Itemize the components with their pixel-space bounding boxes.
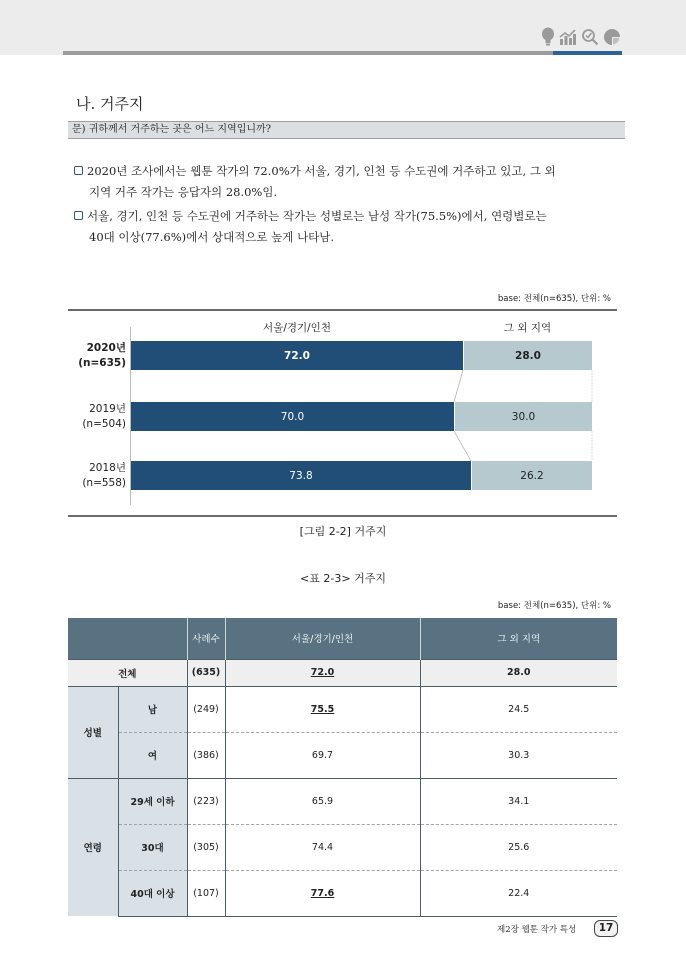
row-count: (107)	[187, 870, 225, 916]
table-row	[68, 686, 617, 732]
value-capital: 65.9	[225, 778, 420, 824]
value-other: 22.4	[420, 870, 617, 916]
figure-bottom-rule	[68, 515, 617, 517]
table-row	[68, 732, 617, 778]
legend-series-2: 그 외 지역	[503, 322, 552, 334]
table-base-note: base: 전체(n=635), 단위: %	[497, 601, 611, 611]
survey-question: 문) 귀하께서 거주하는 곳은 어느 지역입니까?	[68, 121, 625, 139]
value-other: 30.3	[420, 732, 617, 778]
value-capital: 77.6	[310, 887, 335, 899]
chart-category-2019: 2019년 (n=504)	[82, 403, 126, 430]
bullet-text: 서울, 경기, 인천 등 수도권에 거주하는 작가는 성별로는 남성 작가(75.5%)에서, 연령별로는	[87, 209, 547, 223]
bullet-text-continued: 지역 거주 작가는 응답자의 28.0%임.	[89, 185, 278, 199]
value-capital: 72.0	[310, 667, 335, 678]
bar-segment-capital: 73.8	[131, 461, 471, 490]
value-other: 24.5	[420, 686, 617, 732]
value-other: 34.1	[420, 778, 617, 824]
value-other: 25.6	[420, 824, 617, 870]
row-count: (249)	[187, 686, 225, 732]
group-label: 성별	[68, 686, 118, 778]
table-row	[68, 778, 617, 824]
table-header-row	[68, 618, 617, 659]
row-label: 30대	[118, 824, 187, 870]
table-row	[68, 870, 617, 916]
table-title: <표 2-3> 거주지	[300, 572, 386, 585]
table-row-total	[68, 659, 617, 686]
section-title: 나. 거주지	[76, 95, 144, 113]
bullet-text: 2020년 조사에서는 웹툰 작가의 72.0%가 서울, 경기, 인천 등 수도권에 거주하고 있고, 그 외	[87, 164, 556, 178]
chart-bar-2018	[131, 461, 592, 490]
header-other: 그 외 지역	[420, 618, 617, 659]
chart-category-2018: 2018년 (n=558)	[82, 462, 126, 489]
header-capital: 서울/경기/인천	[225, 618, 420, 659]
bar-segment-capital: 70.0	[131, 402, 454, 431]
table-row	[68, 824, 617, 870]
figure-caption: [그림 2-2] 거주지	[299, 525, 387, 538]
header-count: 사례수	[187, 618, 225, 659]
header-blank	[68, 618, 187, 659]
row-label: 40대 이상	[118, 870, 187, 916]
bar-segment-other: 26.2	[471, 461, 592, 490]
row-label: 29세 이하	[118, 778, 187, 824]
residence-table	[68, 618, 617, 917]
value-capital: 74.4	[225, 824, 420, 870]
chart-bar-2019	[131, 402, 592, 431]
bullet-text-continued: 40대 이상(77.6%)에서 상대적으로 높게 나타남.	[89, 230, 335, 244]
chart-category-2020: 2020년 (n=635)	[78, 342, 126, 369]
row-label: 여	[118, 732, 187, 778]
row-label: 남	[118, 686, 187, 732]
value-capital: 75.5	[310, 703, 335, 715]
figure-base-note: base: 전체(n=635), 단위: %	[497, 294, 611, 304]
bar-segment-capital: 72.0	[131, 341, 463, 370]
value-capital: 69.7	[225, 732, 420, 778]
row-count: (635)	[187, 659, 225, 686]
footer-chapter: 제2장 웹툰 작가 특성	[497, 925, 577, 935]
chart-bar-2020	[131, 341, 592, 370]
value-other: 28.0	[420, 659, 617, 686]
legend-series-1: 서울/경기/인천	[263, 322, 331, 334]
row-count: (223)	[187, 778, 225, 824]
row-label: 전체	[68, 659, 187, 686]
group-label: 연령	[68, 778, 118, 916]
page-number: 17	[594, 920, 618, 937]
row-count: (386)	[187, 732, 225, 778]
row-count: (305)	[187, 824, 225, 870]
bar-segment-other: 30.0	[454, 402, 592, 431]
bar-segment-other: 28.0	[463, 341, 592, 370]
